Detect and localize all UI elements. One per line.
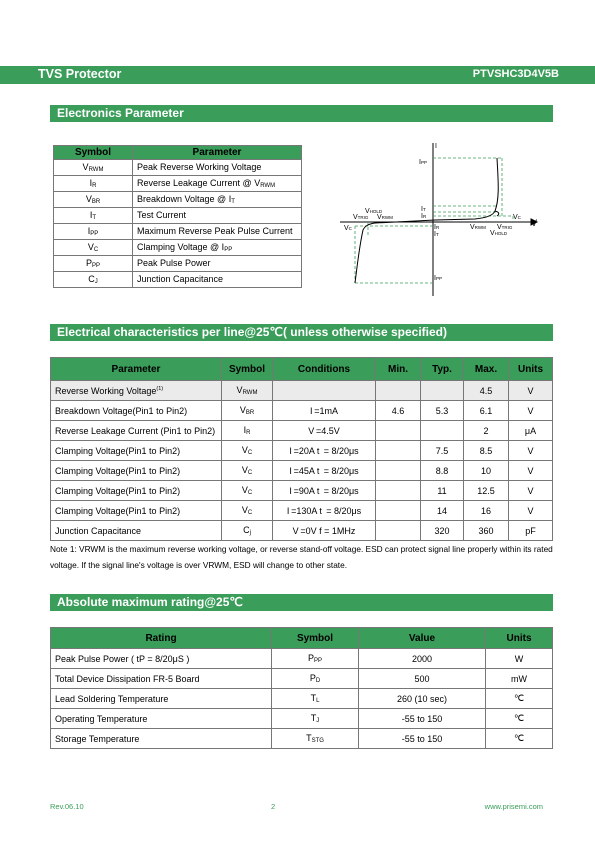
- cell-symbol: [54, 240, 133, 256]
- cell-max: 6.1: [464, 401, 509, 421]
- symbol-letter: V: [82, 162, 89, 172]
- symbol-subscript: PP: [92, 263, 101, 269]
- part-number: PTVSHC3D4V5B: [472, 68, 559, 80]
- symbol-letter: V: [236, 385, 243, 395]
- parameter-text: Clamping Voltage @ I: [137, 242, 225, 252]
- symbol-subscript: J: [316, 718, 320, 724]
- symbol-letter: V: [241, 485, 248, 495]
- symbol-letter: V: [85, 194, 92, 204]
- col-units: Units: [486, 628, 553, 649]
- cell-units: W: [486, 649, 553, 669]
- footnote-marker: (1): [156, 385, 164, 392]
- cell-min: [376, 461, 421, 481]
- symbol-letter: V: [241, 505, 248, 515]
- symbol-letter: C: [243, 525, 250, 535]
- col-symbol: Symbol: [272, 628, 359, 649]
- table-row: [51, 421, 553, 441]
- cell-units: ℃: [486, 689, 553, 709]
- symbol-letter: V: [239, 405, 246, 415]
- col-value: Value: [359, 628, 486, 649]
- col-conditions: Conditions: [273, 358, 376, 381]
- cell-parameter: [51, 401, 222, 421]
- col-max: Max.: [464, 358, 509, 381]
- cell-parameter: [51, 481, 222, 501]
- parameter-text: Reverse Leakage Current @ V: [137, 178, 261, 188]
- table-row: [54, 176, 302, 192]
- table-row: [51, 729, 553, 749]
- table-row: [54, 272, 302, 288]
- table-row: [51, 381, 553, 401]
- parameter-subscript: T: [231, 199, 235, 205]
- label-V: V: [531, 218, 538, 228]
- cell-typ: 5.3: [421, 401, 464, 421]
- cell-typ: 11: [421, 481, 464, 501]
- cell-value: -55 to 150: [359, 729, 486, 749]
- table-row: [54, 256, 302, 272]
- cell-min: [376, 381, 421, 401]
- cell-max: 10: [464, 461, 509, 481]
- cell-symbol: [222, 481, 273, 501]
- cell-units: V: [509, 501, 553, 521]
- cell-symbol: [272, 669, 359, 689]
- label-vrwm-right: VRWM: [470, 224, 486, 231]
- parameter-text: Reverse Leakage Current (Pin1 to Pin2): [55, 425, 216, 436]
- section-electrical-characteristics: Electrical characteristics per line@25℃( unless otherwise specified): [50, 324, 553, 341]
- cell-typ: 14: [421, 501, 464, 521]
- cell-rating: Storage Temperature: [51, 729, 272, 749]
- cell-symbol: [222, 401, 273, 421]
- label-vhold-right: VHOLD: [490, 230, 508, 237]
- table-row: [54, 208, 302, 224]
- symbol-subscript: j: [249, 530, 251, 536]
- cell-rating: Peak Pulse Power ( tP = 8/20μS ): [51, 649, 272, 669]
- cell-parameter: [51, 421, 222, 441]
- table-row: [54, 192, 302, 208]
- label-ipp-bottom: IPP: [434, 275, 442, 282]
- label-vc-right: VC: [513, 214, 521, 221]
- cell-conditions: I =90A t = 8/20μs: [273, 481, 376, 501]
- symbol-subscript: PP: [314, 658, 323, 664]
- cell-conditions: I =45A t = 8/20μs: [273, 461, 376, 481]
- symbol-letter: T: [310, 693, 317, 703]
- symbol-subscript: C: [247, 450, 253, 456]
- cell-min: 4.6: [376, 401, 421, 421]
- footer-revision: Rev.06.10: [50, 802, 84, 811]
- col-rating: Rating: [51, 628, 272, 649]
- col-units: Units: [509, 358, 553, 381]
- table-row: [51, 669, 553, 689]
- cell-symbol: [54, 192, 133, 208]
- symbol-subscript: T: [92, 215, 97, 221]
- cell-units: V: [509, 381, 553, 401]
- cell-units: mW: [486, 669, 553, 689]
- symbol-letter: P: [85, 258, 92, 268]
- cell-symbol: [222, 381, 273, 401]
- label-vc-left: VC: [344, 225, 352, 232]
- symbol-letter: T: [310, 713, 317, 723]
- cell-typ: 7.5: [421, 441, 464, 461]
- label-vrwm-left: VRWM: [377, 214, 393, 221]
- label-it-neg: IT: [434, 231, 439, 238]
- cell-max: 2: [464, 421, 509, 441]
- cell-symbol: [222, 501, 273, 521]
- cell-parameter: [133, 272, 302, 288]
- parameter-subscript: RWM: [260, 183, 276, 189]
- parameter-text: Breakdown Voltage @ I: [137, 194, 232, 204]
- col-min: Min.: [376, 358, 421, 381]
- cell-symbol: [272, 729, 359, 749]
- table-row: [51, 401, 553, 421]
- table-row: [51, 689, 553, 709]
- table-row: [51, 501, 553, 521]
- note-1: Note 1: VRWM is the maximum reverse working voltage, or reverse stand-off voltage. ESD can protect signal line properly within its rated voltage. If the signal line's voltage is over VRWM, ESD will change to other state.: [50, 544, 553, 570]
- symbol-letter: V: [87, 242, 94, 252]
- footer-page-number: 2: [271, 802, 276, 811]
- table-row: [51, 521, 553, 541]
- symbol-subscript: J: [94, 279, 98, 285]
- parameter-text: Clamping Voltage(Pin1 to Pin2): [55, 445, 181, 456]
- electrical-table: [50, 357, 553, 541]
- symbol-letter: I: [89, 210, 93, 220]
- symbol-subscript: R: [92, 183, 97, 189]
- parameter-text: Clamping Voltage(Pin1 to Pin2): [55, 465, 181, 476]
- cell-symbol: [222, 441, 273, 461]
- doc-title: TVS Protector: [38, 67, 122, 81]
- cell-symbol: [54, 176, 133, 192]
- symbol-subscript: L: [316, 698, 320, 704]
- parameter-text: Clamping Voltage(Pin1 to Pin2): [55, 505, 181, 516]
- parameter-text: Junction Capacitance: [137, 274, 224, 284]
- cell-symbol: [222, 461, 273, 481]
- cell-conditions: [273, 381, 376, 401]
- cell-rating: Total Device Dissipation FR-5 Board: [51, 669, 272, 689]
- symbol-letter: P: [309, 673, 316, 683]
- col-parameter: Parameter: [133, 146, 302, 160]
- cell-value: 500: [359, 669, 486, 689]
- title-bar: [0, 66, 595, 84]
- cell-parameter: [133, 192, 302, 208]
- cell-rating: Operating Temperature: [51, 709, 272, 729]
- absolute-max-table: [50, 627, 553, 749]
- cell-max: 360: [464, 521, 509, 541]
- table-row: [54, 224, 302, 240]
- cell-conditions: V =0V f = 1MHz: [273, 521, 376, 541]
- symbol-letter: V: [241, 465, 248, 475]
- cell-value: -55 to 150: [359, 709, 486, 729]
- symbol-subscript: RWM: [242, 390, 258, 396]
- cell-conditions: I =130A t = 8/20μs: [273, 501, 376, 521]
- label-ir: IR: [421, 213, 427, 220]
- label-ir-neg: IR: [434, 224, 440, 231]
- cell-symbol: [54, 256, 133, 272]
- cell-typ: 320: [421, 521, 464, 541]
- parameter-subscript: PP: [224, 247, 233, 253]
- parameter-text: Clamping Voltage(Pin1 to Pin2): [55, 485, 181, 496]
- cell-max: 16: [464, 501, 509, 521]
- cell-units: ℃: [486, 729, 553, 749]
- cell-symbol: [54, 224, 133, 240]
- parameter-text: Test Current: [137, 210, 187, 220]
- table-row: [51, 461, 553, 481]
- cell-units: V: [509, 461, 553, 481]
- section-absolute-maximum: Absolute maximum rating@25℃: [50, 594, 553, 611]
- cell-parameter: [51, 441, 222, 461]
- symbol-subscript: PP: [90, 231, 99, 237]
- symbol-subscript: BR: [91, 199, 101, 205]
- cell-symbol: [54, 160, 133, 176]
- cell-units: V: [509, 481, 553, 501]
- cell-min: [376, 421, 421, 441]
- col-symbol: Symbol: [222, 358, 273, 381]
- cell-units: pF: [509, 521, 553, 541]
- symbol-subscript: RWM: [88, 167, 104, 173]
- cell-conditions: V =4.5V: [273, 421, 376, 441]
- symbol-letter: I: [89, 178, 93, 188]
- symbol-letter: I: [243, 425, 247, 435]
- table-row: [51, 649, 553, 669]
- symbol-subscript: C: [247, 490, 253, 496]
- cell-max: 8.5: [464, 441, 509, 461]
- cell-parameter: [133, 256, 302, 272]
- cell-min: [376, 441, 421, 461]
- iv-characteristic-diagram: [335, 138, 545, 298]
- parameter-text: Maximum Reverse Peak Pulse Current: [137, 226, 293, 236]
- parameter-text: Reverse Working Voltage: [55, 385, 157, 396]
- section-electronics-parameter: Electronics Parameter: [50, 105, 553, 122]
- symbol-subscript: D: [315, 678, 321, 684]
- cell-max: 12.5: [464, 481, 509, 501]
- parameter-text: Junction Capacitance: [55, 525, 142, 536]
- cell-units: V: [509, 441, 553, 461]
- parameter-table: [53, 145, 302, 288]
- cell-parameter: [51, 381, 222, 401]
- cell-conditions: I =1mA: [273, 401, 376, 421]
- col-symbol: Symbol: [54, 146, 133, 160]
- table-row: [54, 160, 302, 176]
- label-vtrig-right: VTRIG: [497, 224, 513, 231]
- col-typ: Typ.: [421, 358, 464, 381]
- cell-units: μA: [509, 421, 553, 441]
- cell-parameter: [51, 501, 222, 521]
- label-vtrig-left: VTRIG: [353, 214, 369, 221]
- col-parameter: Parameter: [51, 358, 222, 381]
- label-it: IT: [421, 206, 426, 213]
- cell-parameter: [133, 160, 302, 176]
- cell-parameter: [133, 240, 302, 256]
- cell-typ: [421, 421, 464, 441]
- symbol-subscript: R: [246, 430, 251, 436]
- cell-symbol: [272, 709, 359, 729]
- cell-parameter: [133, 208, 302, 224]
- cell-symbol: [272, 689, 359, 709]
- cell-value: 260 (10 sec): [359, 689, 486, 709]
- label-vhold-left: VHOLD: [365, 208, 383, 215]
- cell-symbol: [222, 521, 273, 541]
- cell-symbol: [222, 421, 273, 441]
- cell-symbol: [54, 208, 133, 224]
- symbol-letter: I: [87, 226, 91, 236]
- symbol-letter: C: [88, 274, 95, 284]
- label-ipp-top: IPP: [419, 159, 427, 166]
- symbol-subscript: C: [93, 247, 99, 253]
- symbol-subscript: C: [247, 510, 253, 516]
- cell-symbol: [54, 272, 133, 288]
- cell-min: [376, 501, 421, 521]
- symbol-subscript: STG: [311, 738, 324, 744]
- footer-website[interactable]: www.prisemi.com: [484, 802, 543, 811]
- cell-typ: 8.8: [421, 461, 464, 481]
- symbol-letter: V: [241, 445, 248, 455]
- cell-parameter: [51, 521, 222, 541]
- table-row: [51, 709, 553, 729]
- table-row: [51, 481, 553, 501]
- cell-max: 4.5: [464, 381, 509, 401]
- cell-conditions: I =20A t = 8/20μs: [273, 441, 376, 461]
- cell-rating: Lead Soldering Temperature: [51, 689, 272, 709]
- parameter-text: Peak Reverse Working Voltage: [137, 162, 262, 172]
- cell-min: [376, 521, 421, 541]
- symbol-letter: P: [307, 653, 314, 663]
- parameter-text: Breakdown Voltage(Pin1 to Pin2): [55, 405, 188, 416]
- table-row: [54, 240, 302, 256]
- cell-units: V: [509, 401, 553, 421]
- symbol-subscript: C: [247, 470, 253, 476]
- cell-min: [376, 481, 421, 501]
- cell-value: 2000: [359, 649, 486, 669]
- cell-parameter: [133, 176, 302, 192]
- label-I: I: [435, 143, 437, 150]
- cell-parameter: [51, 461, 222, 481]
- cell-units: ℃: [486, 709, 553, 729]
- symbol-letter: T: [306, 733, 312, 743]
- cell-parameter: [133, 224, 302, 240]
- parameter-text: Peak Pulse Power: [137, 258, 211, 268]
- table-row: [51, 441, 553, 461]
- cell-symbol: [272, 649, 359, 669]
- cell-typ: [421, 381, 464, 401]
- symbol-subscript: BR: [245, 410, 255, 416]
